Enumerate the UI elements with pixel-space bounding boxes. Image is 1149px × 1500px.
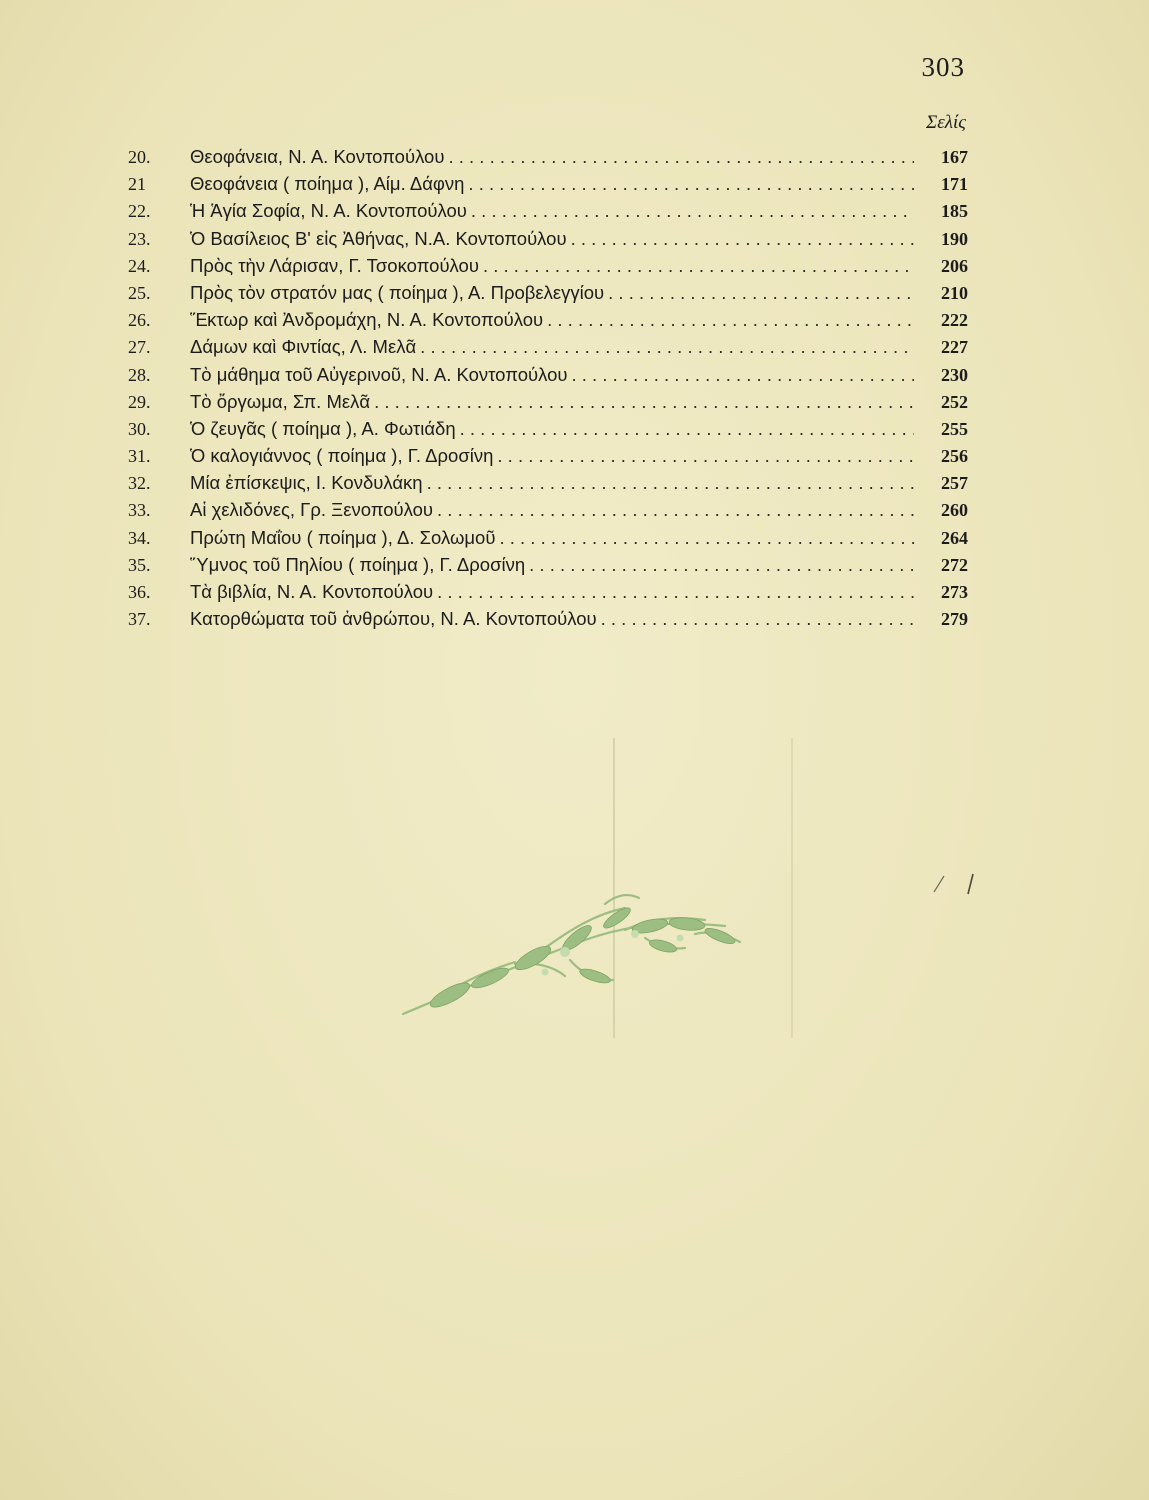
toc-row	[128, 306, 968, 333]
dot-leader	[460, 415, 914, 442]
dot-leader	[437, 578, 914, 605]
entry-title: Τὸ μάθημα τοῦ Αὐγερινοῦ, Ν. Α. Κοντοπούλου	[190, 363, 568, 385]
table-of-contents	[128, 143, 968, 632]
stray-pencil-marks	[930, 870, 980, 900]
toc-row	[128, 225, 968, 252]
entry-number: 30.	[128, 418, 151, 439]
toc-row	[128, 388, 968, 415]
toc-row	[128, 605, 968, 632]
entry-number: 21	[128, 174, 146, 195]
entry-title: Αἱ χελιδόνες, Γρ. Ξενοπούλου	[190, 499, 434, 521]
toc-row	[128, 252, 968, 279]
dot-leader	[499, 524, 914, 551]
entry-page-number: 222	[941, 310, 968, 331]
entry-page-number: 272	[941, 554, 968, 575]
dot-leader	[427, 469, 914, 496]
entry-title: Κατορθώματα τοῦ ἀνθρώπου, Ν. Α. Κοντοπούλου	[190, 608, 597, 630]
entry-page-number: 279	[941, 609, 968, 630]
dot-leader	[420, 333, 914, 360]
dot-leader	[448, 143, 914, 170]
entry-title: Ὁ ζευγᾶς ( ποίημα ), Α. Φωτιάδη	[190, 417, 456, 439]
entry-page-number: 260	[941, 500, 968, 521]
dot-leader	[572, 361, 915, 388]
entry-title: Θεοφάνεια, Ν. Α. Κοντοπούλου	[190, 146, 445, 167]
entry-title: Τὰ βιβλία, Ν. Α. Κοντοπούλου	[190, 581, 434, 602]
entry-page-number: 227	[941, 337, 968, 358]
dot-leader	[374, 388, 914, 415]
toc-row	[128, 442, 968, 469]
entry-number: 34.	[128, 527, 151, 548]
dot-leader	[483, 252, 914, 279]
dot-leader	[601, 605, 914, 632]
toc-row	[128, 361, 968, 388]
toc-row	[128, 496, 968, 523]
toc-row	[128, 415, 968, 442]
entry-number: 23.	[128, 228, 151, 249]
entry-number: 20.	[128, 147, 151, 167]
entry-title: Ὕμνος τοῦ Πηλίου ( ποίημα ), Γ. Δροσίνη	[190, 553, 526, 575]
entry-title: Δάμων καὶ Φιντίας, Λ. Μελᾶ	[190, 336, 417, 358]
page-number: 303	[921, 52, 965, 82]
entry-title: Τὸ ὄργωμα, Σπ. Μελᾶ	[190, 390, 371, 412]
entry-page-number: 210	[941, 282, 968, 303]
entry-number: 31.	[128, 446, 151, 467]
entry-title: Πρὸς τὸν στρατόν μας ( ποίημα ), Α. Προβελεγγίου	[190, 281, 605, 303]
entry-title: Ὁ Βασίλειος Β' εἰς Ἀθήνας, Ν.Α. Κοντοπούλου	[190, 227, 567, 249]
toc-row	[128, 170, 968, 197]
dot-leader	[437, 496, 914, 523]
entry-page-number: 185	[941, 201, 968, 222]
entry-number: 33.	[128, 500, 151, 521]
toc-row	[128, 524, 968, 551]
entry-title: Πρώτη Μαΐου ( ποίημα ), Δ. Σολωμοῦ	[190, 526, 496, 548]
entry-number: 22.	[128, 201, 151, 222]
entry-page-number: 206	[941, 255, 968, 276]
toc-row	[128, 469, 968, 496]
toc-row	[128, 197, 968, 224]
entry-number: 36.	[128, 582, 151, 602]
laurel-branch-icon	[395, 890, 755, 1025]
entry-number: 26.	[128, 310, 151, 331]
entry-number: 24.	[128, 255, 151, 276]
entry-page-number: 257	[941, 473, 968, 494]
entry-title: Πρὸς τὴν Λάρισαν, Γ. Τσοκοπούλου	[190, 254, 479, 276]
entry-page-number: 264	[941, 527, 968, 548]
faded-imprint-showthrough	[140, 1212, 1020, 1232]
entry-number: 35.	[128, 554, 151, 575]
entry-page-number: 190	[941, 228, 968, 249]
toc-row	[128, 279, 968, 306]
dot-leader	[497, 442, 914, 469]
entry-number: 29.	[128, 391, 151, 412]
entry-title: Μία ἐπίσκεψις, Ι. Κονδυλάκη	[190, 472, 423, 494]
dot-leader	[529, 551, 914, 578]
page-column-header: Σελίς	[926, 112, 966, 133]
entry-page-number: 171	[941, 174, 968, 195]
entry-title: Ἕκτωρ καὶ Ἀνδρομάχη, Ν. Α. Κοντοπούλου	[190, 309, 544, 331]
entry-number: 25.	[128, 282, 151, 303]
toc-row	[128, 551, 968, 578]
entry-page-number: 230	[941, 364, 968, 385]
dot-leader	[468, 170, 914, 197]
dot-leader	[608, 279, 914, 306]
entry-page-number: 255	[941, 418, 968, 439]
toc-row	[128, 333, 968, 360]
toc-row	[128, 578, 968, 605]
toc-row	[128, 143, 968, 170]
entry-title: Ὁ καλογιάννος ( ποίημα ), Γ. Δροσίνη	[190, 445, 494, 467]
entry-page-number: 256	[941, 446, 968, 467]
entry-number: 32.	[128, 473, 151, 494]
entry-title: Ἡ Ἁγία Σοφία, Ν. Α. Κοντοπούλου	[190, 200, 467, 222]
entry-number: 27.	[128, 337, 151, 358]
entry-page-number: 273	[941, 582, 968, 602]
entry-number: 28.	[128, 364, 151, 385]
entry-number: 37.	[128, 609, 151, 630]
entry-title: Θεοφάνεια ( ποίημα ), Αίμ. Δάφνη	[190, 173, 465, 195]
dot-leader	[571, 225, 914, 252]
entry-page-number: 252	[941, 391, 968, 412]
dot-leader	[547, 306, 914, 333]
imprint-line	[578, 1213, 583, 1232]
entry-page-number: 167	[941, 147, 968, 167]
dot-leader	[471, 197, 914, 224]
